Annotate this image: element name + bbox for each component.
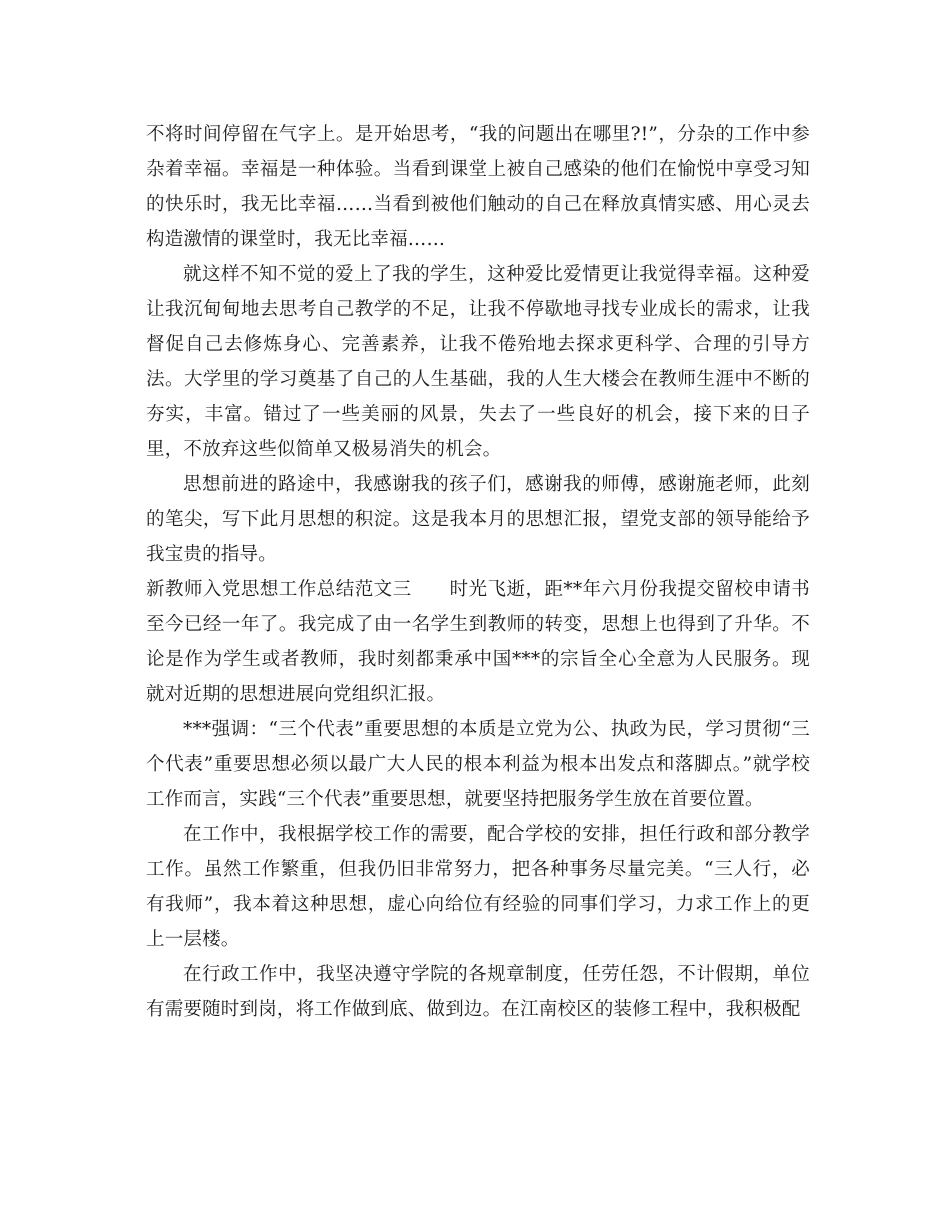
paragraph-5: ***强调：“三个代表”重要思想的本质是立党为公、执政为民，学习贯彻“三个代表”重要思想必须以最广大人民的根本利益为根本出发点和落脚点。”就学校工作而言，实践“三个代表”重要思想，就要坚持把服务学生放在首要位置。 (146, 719, 810, 810)
document-body (146, 117, 810, 1027)
paragraph-7: 在行政工作中，我坚决遵守学院的各规章制度，任劳任怨，不计假期，单位有需要随时到岗，将工作做到底、做到边。在江南校区的装修工程中，我积极配 (146, 964, 810, 1020)
section-heading-paragraph: 新教师入党思想工作总结范文三 时光飞逝，距**年六月份我提交留校申请书至今已经一年了。我完成了由一名学生到教师的转变，思想上也得到了升华。不论是作为学生或者教师，我时刻都秉承中国***的宗旨全心全意为人民服务。现就对近期的思想进展向党组织汇报。 (146, 579, 810, 705)
paragraph-6: 在工作中，我根据学校工作的需要，配合学校的安排，担任行政和部分教学工作。虽然工作繁重，但我仍旧非常努力，把各种事务尽量完美。“三人行，必有我师”，我本着这种思想，虚心向给位有经验的同事们学习，力求工作上的更上一层楼。 (146, 824, 810, 950)
paragraph-3: 思想前进的路途中，我感谢我的孩子们，感谢我的师傅，感谢施老师，此刻的笔尖，写下此月思想的积淀。这是我本月的思想汇报，望党支部的领导能给予我宝贵的指导。 (146, 474, 810, 565)
paragraph-1: 不将时间停留在气字上。是开始思考，“我的问题出在哪里?!”，分杂的工作中参杂着幸福。幸福是一种体验。当看到课堂上被自己感染的他们在愉悦中享受习知的快乐时，我无比幸福……当看到被他们触动的自己在释放真情实感、用心灵去构造激情的课堂时，我无比幸福…… (146, 124, 810, 250)
paragraph-2: 就这样不知不觉的爱上了我的学生，这种爱比爱情更让我觉得幸福。这种爱让我沉甸甸地去思考自己教学的不足，让我不停歇地寻找专业成长的需求，让我督促自己去修炼身心、完善素养，让我不倦殆地去探求更科学、合理的引导方法。大学里的学习奠基了自己的人生基础，我的人生大楼会在教师生涯中不断的夯实，丰富。错过了一些美丽的风景，失去了一些良好的机会，接下来的日子里，不放弃这些似简单又极易消失的机会。 (146, 264, 810, 460)
